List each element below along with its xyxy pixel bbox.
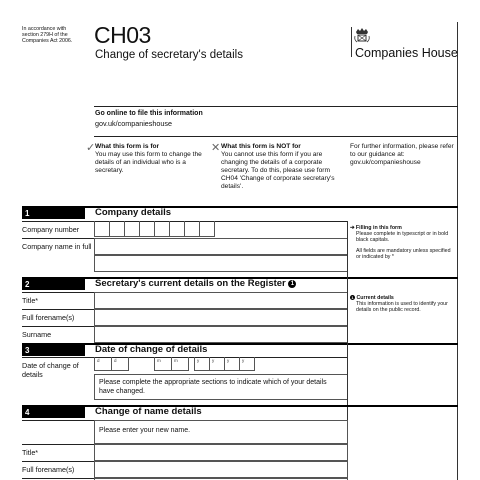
further-info: For further information, please refer to our guidance at: gov.uk/companieshouse xyxy=(350,143,454,166)
new-forenames-input[interactable] xyxy=(94,461,348,478)
row-rule xyxy=(22,238,94,239)
row-rule xyxy=(22,461,94,462)
secretary-title-label: Title* xyxy=(22,296,39,305)
page-border xyxy=(457,22,458,480)
company-number-cell[interactable] xyxy=(109,221,125,237)
date-year-placeholder: y xyxy=(197,358,200,363)
not-for-title: What this form is NOT for xyxy=(221,143,301,150)
new-title-input[interactable] xyxy=(94,444,348,461)
date-year-cell[interactable] xyxy=(224,357,240,371)
secretary-forenames-label: Full forename(s) xyxy=(22,313,75,322)
date-month-placeholder: m xyxy=(157,358,161,363)
section1-title: Company details xyxy=(95,207,172,218)
row-rule xyxy=(22,309,94,310)
secretary-title-input[interactable] xyxy=(94,292,348,309)
date-day-cell[interactable] xyxy=(94,357,112,371)
info-icon: 1 xyxy=(288,280,296,288)
section2-number: 2 xyxy=(22,279,85,290)
company-number-cell[interactable] xyxy=(184,221,200,237)
company-name-input[interactable] xyxy=(94,238,348,255)
note-info-icon: 1 xyxy=(351,295,354,300)
date-year-cell[interactable] xyxy=(239,357,255,371)
section3-rule xyxy=(22,343,458,345)
new-title-label: Title* xyxy=(22,448,39,457)
date-of-change-input[interactable] xyxy=(94,357,264,371)
section4-title: Change of name details xyxy=(95,406,202,417)
company-number-cell[interactable] xyxy=(139,221,155,237)
section4-instruction: Please enter your new name. xyxy=(94,420,348,444)
date-day-placeholder: d xyxy=(97,358,100,363)
online-rule xyxy=(94,136,458,137)
section3-number: 3 xyxy=(22,345,85,356)
section2-title: Secretary's current details on the Register xyxy=(95,278,286,289)
company-number-cell[interactable] xyxy=(169,221,185,237)
online-url: gov.uk/companieshouse xyxy=(95,119,172,128)
legal-note: In accordance with section 279H of the Companies Act 2006. xyxy=(22,26,73,45)
secretary-surname-input[interactable] xyxy=(94,326,348,343)
section4-number: 4 xyxy=(22,407,85,418)
date-year-placeholder: y xyxy=(242,358,245,363)
section2-note-text: This information is used to identify your details on the public record. xyxy=(356,301,448,314)
form-title: Change of secretary's details xyxy=(95,49,243,61)
section1-note-text2: All fields are mandatory unless specified or indicated by * xyxy=(356,247,451,260)
date-day-placeholder: d xyxy=(114,358,117,363)
brand-divider xyxy=(351,27,352,57)
form-code: CH03 xyxy=(94,22,151,48)
company-name-input-line2[interactable] xyxy=(94,255,348,272)
date-month-cell[interactable] xyxy=(154,357,172,371)
section3-instruction: Please complete the appropriate sections to indicate which of your details have changed. xyxy=(94,374,348,400)
date-of-change-label: Date of change of details xyxy=(22,361,79,379)
new-forenames-label: Full forename(s) xyxy=(22,465,75,474)
header-rule xyxy=(94,106,458,107)
secretary-forenames-input[interactable] xyxy=(94,309,348,326)
company-number-cell[interactable] xyxy=(154,221,170,237)
not-for-text: You cannot use this form if you are changing the details of a corporate secretary. To do this, please use form CH04 'Change of corporate secretary's details'. xyxy=(221,151,335,190)
date-day-cell[interactable] xyxy=(111,357,129,371)
company-number-cell[interactable] xyxy=(94,221,110,237)
brand-name: Companies House xyxy=(355,46,458,60)
check-icon: ✓ xyxy=(86,142,96,154)
section1-rule xyxy=(22,206,458,208)
date-year-cell[interactable] xyxy=(209,357,225,371)
company-number-label: Company number xyxy=(22,225,80,234)
for-title: What this form is for xyxy=(95,143,160,150)
arrow-right-icon: ➔ xyxy=(350,225,356,231)
row-rule xyxy=(22,444,94,445)
row-rule xyxy=(22,326,94,327)
company-number-cell[interactable] xyxy=(124,221,140,237)
date-month-cell[interactable] xyxy=(171,357,189,371)
section1-number: 1 xyxy=(22,208,85,219)
section2-note-title: Current details xyxy=(356,295,394,301)
section1-note-title: Filling in this form xyxy=(355,225,402,231)
company-number-input[interactable] xyxy=(94,221,220,237)
company-name-label: Company name in full xyxy=(22,242,92,251)
secretary-surname-label: Surname xyxy=(22,330,52,339)
section3-title: Date of change of details xyxy=(95,344,208,355)
date-year-placeholder: y xyxy=(212,358,215,363)
row-rule xyxy=(22,478,94,479)
date-month-placeholder: m xyxy=(174,358,178,363)
online-title: Go online to file this information xyxy=(95,110,203,117)
date-year-placeholder: y xyxy=(227,358,230,363)
for-text: You may use this form to change the details of an individual who is a secretary. xyxy=(95,151,202,174)
company-number-cell[interactable] xyxy=(199,221,215,237)
cross-icon: ✕ xyxy=(211,142,221,154)
section4-rule xyxy=(22,405,458,407)
date-year-cell[interactable] xyxy=(194,357,210,371)
section1-note-text: Please complete in typescript or in bold black capitals. xyxy=(356,231,449,244)
